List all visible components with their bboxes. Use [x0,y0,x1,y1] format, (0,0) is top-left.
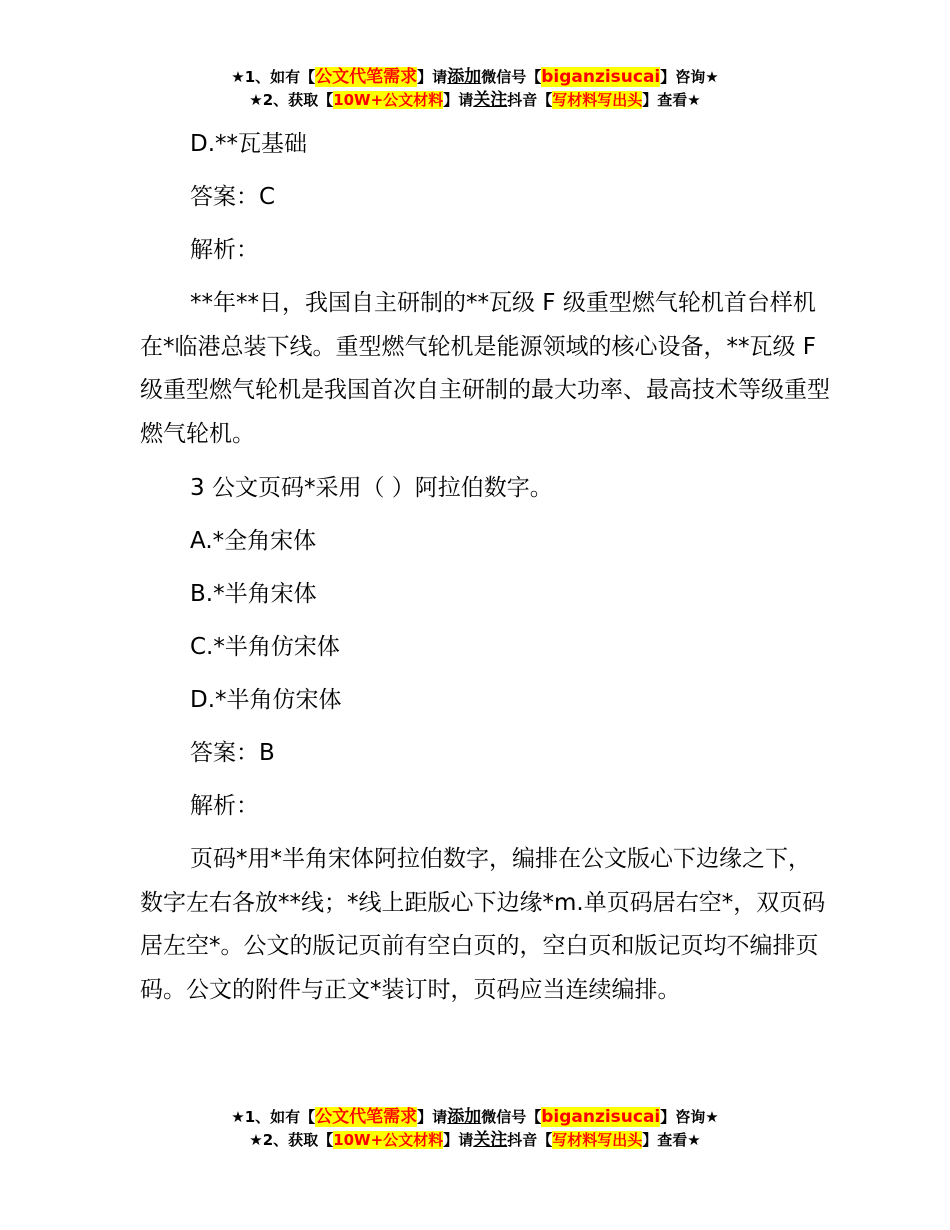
banner-text: ★2、获取【 [249,1131,334,1149]
banner-underline: 添加 [447,67,482,87]
banner-highlight-wechat: biganzisucai [541,1107,661,1127]
option-a: A.*全角宋体 [190,528,317,554]
banner-line-2 [0,1129,950,1152]
banner-text: 微信号【 [481,1108,542,1126]
banner-highlight: 公文代笔需求 [315,1107,418,1127]
analysis-label-previous: 解析： [190,237,259,263]
banner-highlight-douyin: 写材料写出头 [552,91,643,109]
banner-text: 】请 [417,1108,448,1126]
banner-highlight-douyin: 写材料写出头 [552,1131,643,1149]
banner-text: ★2、获取【 [249,91,334,109]
banner-text: 】咨询★ [660,68,719,86]
banner-line-1 [0,1106,950,1129]
banner-text: 】请 [443,91,474,109]
analysis: 页码*用*半角宋体阿拉伯数字，编排在公文版心下边缘之下，数字左右各放**线；*线上距版心下边缘*m.单页码居右空*，双页码居左空*。公文的版记页前有空白页的，空白页和版记页均不编排页码。公文的附件与正文*装订时，页码应当连续编排。 [140,846,826,1003]
banner-underline: 关注 [473,90,508,110]
banner-text: 】请 [443,1131,474,1149]
question-3: 3 公文页码*采用（ ）阿拉伯数字。 [190,475,553,501]
banner-text: 】查看★ [642,1131,701,1149]
banner-text: 】查看★ [642,91,701,109]
banner-line-1 [0,66,950,89]
banner-text: 抖音【 [507,1131,553,1149]
option-d: D.*半角仿宋体 [190,687,342,713]
banner-underline: 添加 [447,1107,482,1127]
option-d-previous: D.**瓦基础 [190,131,308,157]
banner-text: 】请 [417,68,448,86]
analysis-previous: **年**日，我国自主研制的**瓦级 F 级重型燃气轮机首台样机在*临港总装下线。重型燃气轮机是能源领域的核心设备，**瓦级 F 级重型燃气轮机是我国首次自主研制的最大功率、最高技术等级重型燃气轮机。 [140,290,830,447]
banner-highlight-wechat: biganzisucai [541,67,661,87]
analysis-label: 解析： [190,793,259,819]
header-banner [0,66,950,112]
banner-text: 抖音【 [507,91,553,109]
answer-previous: 答案：C [190,184,276,210]
answer: 答案：B [190,740,275,766]
banner-text: ★1、如有【 [231,68,316,86]
option-c: C.*半角仿宋体 [190,634,340,660]
banner-underline: 关注 [473,1130,508,1150]
banner-highlight: 公文代笔需求 [315,67,418,87]
document-body [140,118,830,1018]
banner-highlight: 10W+公文材料 [333,91,444,109]
option-b: B.*半角宋体 [190,581,317,607]
banner-text: ★1、如有【 [231,1108,316,1126]
banner-text: 微信号【 [481,68,542,86]
banner-text: 】咨询★ [660,1108,719,1126]
banner-highlight: 10W+公文材料 [333,1131,444,1149]
banner-line-2 [0,89,950,112]
footer-banner [0,1106,950,1152]
